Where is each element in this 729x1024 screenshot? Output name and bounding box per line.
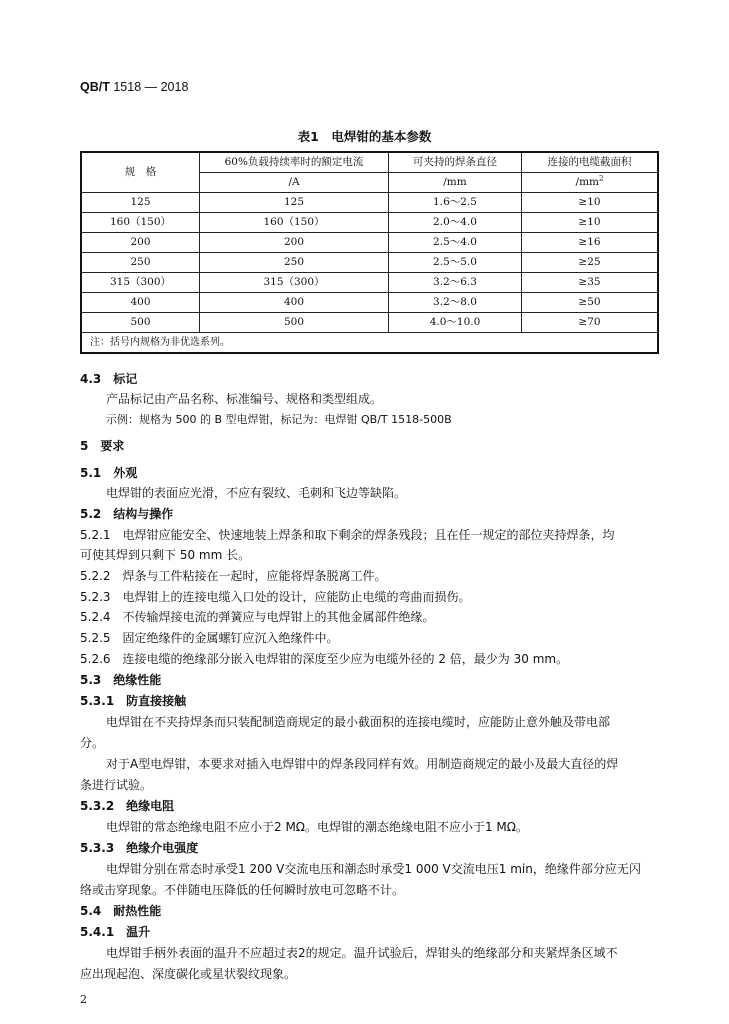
section-4-3: 4.3 标记 [80,372,138,386]
table-row [81,213,658,233]
table-cell: 400 [200,293,389,313]
section-5-3-2: 5.3.2 绝缘电阻 [80,799,175,813]
table-cell: 3.2～8.0 [389,293,522,313]
table-cell: 3.2～6.3 [389,273,522,293]
table-cell: 4.0～10.0 [389,313,522,333]
table-cell: 500 [81,313,200,333]
paragraph-continued: 络或击穿现象。不伴随电压降低的任何瞬时放电可忽略不计。 [80,883,405,897]
table-cell: 400 [81,293,200,313]
table-cell: 200 [200,233,389,253]
table-cell: ≥10 [522,213,659,233]
table-cell: ≥70 [522,313,659,333]
paragraph-continued: 条进行试验。 [80,778,153,792]
table-cell: 315（300） [200,273,389,293]
header-diameter: 可夹持的焊条直径 [389,152,522,173]
paragraph: 电焊钳手柄外表面的温升不应超过表2的规定。温升试验后，焊钳头的绝缘部分和夹紧焊条区域不 [106,946,618,960]
paragraph-continued: 分。 [80,736,105,750]
table-row [81,313,658,333]
section-5-3-3: 5.3.3 绝缘介电强度 [80,841,199,855]
table-cell: ≥16 [522,233,659,253]
table-caption: 表1 电焊钳的基本参数 [297,129,432,144]
table-cell: 160（150） [200,213,389,233]
header-area-unit: $/mm^2$ [522,173,659,193]
section-5-4-1: 5.4.1 温升 [80,925,151,939]
table-cell: ≥25 [522,253,659,273]
table-cell: 500 [200,313,389,333]
header-diameter-unit: /mm [389,173,522,193]
table-cell: 125 [200,193,389,213]
section-5-4: 5.4 耐热性能 [80,904,162,918]
table-cell: ≥35 [522,273,659,293]
table-row [81,253,658,273]
table-cell: 2.0～4.0 [389,213,522,233]
header-current: 60%负载持续率时的额定电流 [200,152,389,173]
parameters-table [80,151,659,354]
clause-5-2-6: 5.2.6 连接电缆的绝缘部分嵌入电焊钳的深度至少应为电缆外径的 2 倍，最少为 30 mm。 [80,652,569,666]
paragraph: 产品标记由产品名称、标准编号、规格和类型组成。 [106,392,383,406]
table-cell: 2.5～5.0 [389,253,522,273]
clause-5-2-3: 5.2.3 电焊钳上的连接电缆入口处的设计，应能防止电缆的弯曲而损伤。 [80,590,471,604]
table-cell: 160（150） [81,213,200,233]
clause-5-2-1: 5.2.1 电焊钳应能安全、快速地装上焊条和取下剩余的焊条残段；且在任一规定的部位夹持焊条，均 [80,528,615,542]
table-cell: 1.6～2.5 [389,193,522,213]
header-area: 连接的电缆截面积 [522,152,659,173]
table-row [81,273,658,293]
table-row [81,293,658,313]
table-cell: 250 [81,253,200,273]
table-cell: 125 [81,193,200,213]
table-cell: ≥10 [522,193,659,213]
paragraph: 对于A型电焊钳，本要求对插入电焊钳中的焊条段同样有效。用制造商规定的最小及最大直径的焊 [106,757,619,771]
clause-5-2-5: 5.2.5 固定绝缘件的金属螺钉应沉入绝缘件中。 [80,631,339,645]
table-cell: ≥50 [522,293,659,313]
table-cell: 2.5～4.0 [389,233,522,253]
section-5: 5 要求 [80,439,125,453]
clause-5-2-2: 5.2.2 焊条与工件粘接在一起时，应能将焊条脱离工件。 [80,569,387,583]
table-row [81,193,658,213]
section-5-3: 5.3 绝缘性能 [80,673,162,687]
section-5-2: 5.2 结构与操作 [80,507,174,521]
paragraph: 电焊钳在不夹持焊条而只装配制造商规定的最小截面积的连接电缆时，应能防止意外触及带电部 [106,715,611,729]
table-cell: 250 [200,253,389,273]
table-note: 注：括号内规格为非优选系列。 [81,333,658,354]
paragraph-continued: 可使其焊到只剩下 50 mm 长。 [80,548,251,562]
paragraph: 电焊钳分别在常态时承受1 200 V交流电压和潮态时承受1 000 V交流电压1 min，绝缘件部分应无闪 [106,862,641,876]
table-cell: 200 [81,233,200,253]
document-code: QB/T 1518 — 2018 [80,80,189,94]
paragraph: 电焊钳的表面应光滑，不应有裂纹、毛刺和飞边等缺陷。 [106,486,407,500]
header-spec: 规 格 [81,152,200,193]
table-row [81,233,658,253]
header-current-unit: /A [200,173,389,193]
example-line: 示例：规格为 500 的 B 型电焊钳，标记为：电焊钳 QB/T 1518-500B [106,413,452,426]
section-5-3-1: 5.3.1 防直接接触 [80,694,187,708]
clause-5-2-4: 5.2.4 不传输焊接电流的弹簧应与电焊钳上的其他金属部件绝缘。 [80,610,435,624]
table-cell: 315（300） [81,273,200,293]
paragraph: 电焊钳的常态绝缘电阻不应小于2 MΩ。电焊钳的潮态绝缘电阻不应小于1 MΩ。 [106,820,528,834]
section-5-1: 5.1 外观 [80,466,138,480]
paragraph-continued: 应出现起泡、深度碳化或星状裂纹现象。 [80,967,297,981]
page-number: 2 [80,993,87,1006]
